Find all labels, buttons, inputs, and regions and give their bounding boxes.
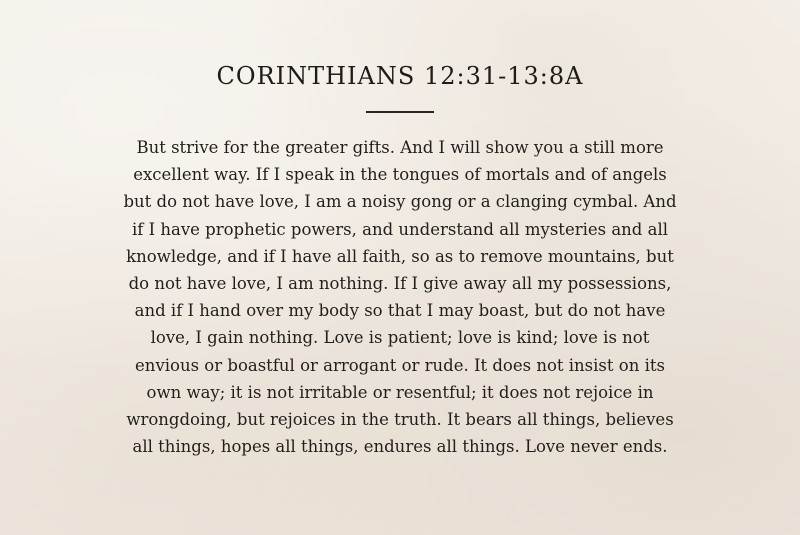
passage-line: excellent way. If I speak in the tongues of mortals and of angels xyxy=(133,165,667,185)
passage-line: envious or boastful or arrogant or rude. It does not insist on its xyxy=(135,355,665,375)
passage-line: do not have love, I am nothing. If I give away all my possessions, xyxy=(128,274,672,294)
passage-line: own way; it is not irritable or resentful; it does not rejoice in xyxy=(146,382,654,402)
passage-line: if I have prophetic powers, and understand all mysteries and all xyxy=(131,219,669,239)
verse-title: CORINTHIANS 12:31-13:8A xyxy=(216,62,584,90)
passage-line: love, I gain nothing. Love is patient; love is kind; love is not xyxy=(150,328,650,348)
passage-line: all things, hopes all things, endures all things. Love never ends. xyxy=(132,437,668,457)
passage-line: but do not have love, I am a noisy gong or a clanging cymbal. And xyxy=(123,192,677,212)
passage-line: wrongdoing, but rejoices in the truth. It bears all things, believes xyxy=(126,410,674,430)
passage-line: knowledge, and if I have all faith, so as to remove mountains, but xyxy=(126,246,674,266)
verse-passage xyxy=(95,134,705,460)
passage-line: and if I hand over my body so that I may boast, but do not have xyxy=(134,301,666,321)
passage-line: But strive for the greater gifts. And I will show you a still more xyxy=(136,138,664,157)
title-divider xyxy=(366,111,434,113)
